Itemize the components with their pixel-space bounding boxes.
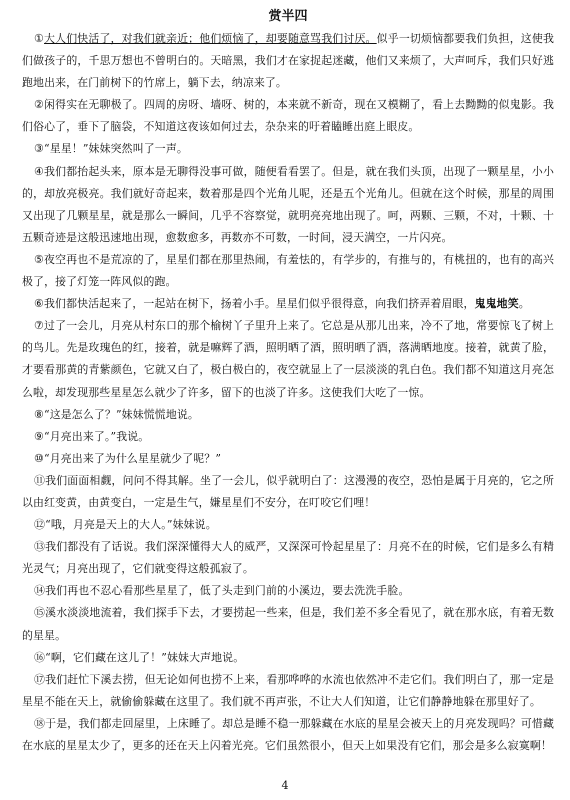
paragraph-number: ② <box>33 98 45 112</box>
underlined-sentence: 大人们快活了，对我们就亲近；他们烦恼了，却要随意骂我们讨厌。 <box>44 32 377 45</box>
paragraph <box>22 514 554 536</box>
paragraph-number: ① <box>33 32 45 45</box>
bold-phrase: 鬼鬼地笑 <box>474 297 519 311</box>
paragraph-tail: 。 <box>518 297 530 311</box>
paragraph-text: 于是，我们都走回屋里，上床睡了。却总是睡不稳一那躲藏在水底的星星会被天上的月亮发现吗？可惜藏在水底的星星太少了，更多的还在天上闪着光亮。它们虽然很小，但天上如果没有它们，那会是多么寂寞啊！ <box>22 716 554 752</box>
paragraph <box>22 94 554 138</box>
paragraph-text: 我们再也不忍心看那些星星了，低了头走到门前的小溪边，要去洗洗手脸。 <box>45 584 410 598</box>
paragraph-text: “这是怎么了？”妹妹慌慌地说。 <box>44 407 199 421</box>
paragraph <box>22 536 554 580</box>
paragraph-text: 过了一会儿，月亮从村东口的那个榆树丫子里升上来了。它总是从那儿出来，冷不了地，常要惊飞了树上的鸟儿。先是玫瑰色的红，接着，就是嘛辉了酒，照明晒了酒，照明晒了酒，落满晒地度。接着，就黄了脸，才要看那黄的青紫颜色，它就又白了，极白极白的，夜空就显上了一层淡淡的乳白色。我们都不知道这月亮怎么啦，却发现那些星星怎么就少了许多，留下的也淡了许多。这使我们大吃了一惊。 <box>22 319 554 399</box>
paragraph-text: 似乎一切烦恼都要我们负担，这使我们做孩子的，千思万想也不曾明白的。天暗黑，我们才在家捉起迷藏，他们又来烦了，大声呵斥，我们只好逃跑地出来，在门前树下的竹席上，躺下去，纳凉来了。 <box>22 32 554 90</box>
paragraph-number: ⑱ <box>33 716 46 730</box>
paragraph <box>22 293 554 315</box>
paragraph-text: “星星！”妹妹突然叫了一声。 <box>44 142 188 156</box>
paragraph-text: “啊，它们藏在这儿了！”妹妹大声地说。 <box>45 650 245 664</box>
paragraph <box>22 669 554 713</box>
paragraph-text: 溪水淡淡地流着，我们探手下去，才要捞起一些来，但是，我们差不多全看见了，就在那水底，有着无数的星星。 <box>22 606 554 642</box>
paragraph-text: 我们都快活起来了，一起站在树下，扬着小手。星星们似乎很得意，向我们挤弄着眉眼， <box>44 297 475 311</box>
paragraph-number: ⑭ <box>33 584 46 598</box>
paragraph-text: 我们都抬起头来，原本是无聊得没事可做，随便看看罢了。但是，就在我们头顶，出现了一颗星星，小小的，却放亮极亮。我们就好奇起来，数着那是四个光角儿呢，还是五个光角儿。但就在这个时候，那星的周围又出现了几颗星星，就是那么一瞬间，几乎不容察觉，就明亮亮地出现了。呵，两颗、三颗，不对，十颗、十五颗奇迹是这般迅速地出现，愈数愈多，再数亦不可数，一时间，浸天满空，一片闪亮。 <box>22 164 554 244</box>
paragraph <box>22 426 554 448</box>
paragraph <box>22 713 554 757</box>
paragraph-number: ⑰ <box>33 672 46 686</box>
page-title: 赏半四 <box>268 9 308 24</box>
paragraph-number: ⑩ <box>33 451 44 465</box>
paragraph-number: ⑪ <box>33 473 46 487</box>
paragraph <box>22 404 554 426</box>
paragraph-number: ⑧ <box>33 407 44 421</box>
paragraph-number: ③ <box>33 142 44 156</box>
paragraph <box>22 448 554 470</box>
paragraph-text: 我们都没有了话说。我们深深懂得大人的威严，又深深可怜起星星了：月亮不在的时候，它们是多么有精光灵气；月亮出现了，它们就变得这般孤寂了。 <box>22 540 554 576</box>
paragraph <box>22 602 554 646</box>
paragraph <box>22 161 554 249</box>
paragraph-text: 我们面面相觑，问问不得其解。坐了一会儿，似乎就明白了：这漫漫的夜空，恐怕是属于月亮的，它之所以由红变黄，由黄变白，一定是生气，嫌星星们不安分，在叮咬它们哩！ <box>22 473 554 509</box>
paragraph-text: “哦，月亮是天上的大人。”妹妹说。 <box>45 518 217 532</box>
paragraph <box>22 249 554 293</box>
paragraph <box>22 470 554 514</box>
article-body <box>22 28 554 757</box>
paragraph <box>22 138 554 160</box>
paragraph <box>22 28 554 94</box>
paragraph-text: 我们赶忙下溪去捞，但无论如何也捞不上来，看那哗哗的水流也依然冲不走它们。我们明白了，那一定是星星不能在天上，就偷偷躲藏在这里了。我们就不再声张，不让大人们知道，让它们静静地躲在那里好了。 <box>22 672 554 708</box>
paragraph <box>22 647 554 669</box>
paragraph-number: ⑬ <box>33 540 46 554</box>
paragraph-number: ⑦ <box>33 319 45 333</box>
paragraph-number: ④ <box>33 164 45 178</box>
paragraph <box>22 315 554 403</box>
paragraph <box>22 580 554 602</box>
paragraph-text: 夜空再也不是荒凉的了，星星们都在那里热闹，有羞怯的，有学步的，有推与的，有桃扭的，也有的高兴极了，接了灯笼一阵风似的跑。 <box>22 252 554 289</box>
paragraph-number: ⑨ <box>33 429 44 443</box>
paragraph-number: ⑥ <box>33 297 44 311</box>
paragraph-text: “月亮出来了为什么星星就少了呢？” <box>44 451 222 465</box>
paragraph-text: “月亮出来了。”我说。 <box>44 429 150 443</box>
paragraph-number: ⑯ <box>33 650 46 664</box>
paragraph-text: 闲得实在无聊极了。四周的房呀、墙呀、树的，本来就不新奇，现在又模糊了，看上去黝黝的似鬼影。我们俗心了，垂下了脑袋，不知道这夜该如何过去，杂杂来的吁着瞌睡出庭上眼皮。 <box>22 98 554 134</box>
paragraph-number: ⑫ <box>33 518 46 532</box>
page-number: 4 <box>281 779 289 792</box>
paragraph-number: ⑤ <box>33 252 45 266</box>
paragraph-number: ⑮ <box>33 606 46 620</box>
